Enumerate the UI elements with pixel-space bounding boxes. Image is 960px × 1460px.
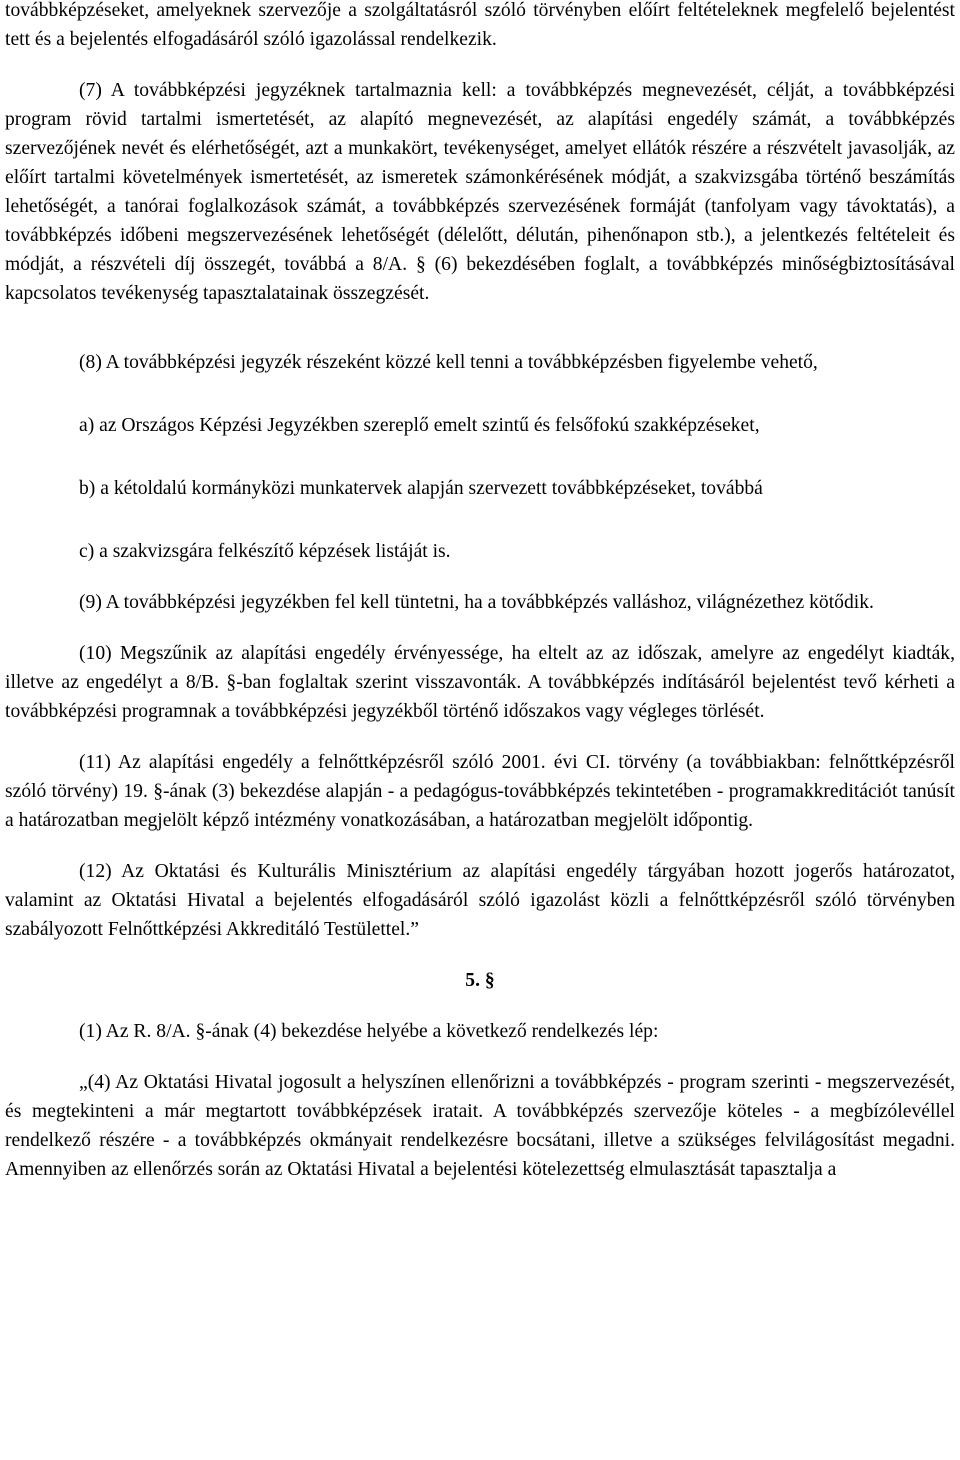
section-heading: 5. § [465, 970, 495, 991]
paragraph-7: (7) A továbbképzési jegyzéknek tartalmaznia kell: a továbbképzés megnevezését, célját, a továbbképzési program rövid tartalmi ismertetését, az alapító megnevezését, az alapítási engedély számát, a továbbképzés szervezőjének nevét és elérhetőségét, azt a munkakört, tevékenységet, amelyet ellátók részére a részvételt javasolják, az előírt tartalmi követelmények ismertetését, az ismeretek számonkérésének módját, a szakvizsgába történő beszámítás lehetőségét, a tanórai foglalkozások számát, a továbbképzés szervezésének formáját (tanfolyam vagy távoktatás), a továbbképzés időbeni megszervezésének lehetőségét (délelőtt, délután, pihenőnapon stb.), a jelentkezés feltételeit és módját, a részvételi díj összegét, továbbá a 8/A. § (6) bekezdésében foglalt, a továbbképzés minőségbiztosításával kapcsolatos tevékenység tapasztalatainak összegzését. [5, 80, 955, 304]
paragraph-11: (11) Az alapítási engedély a felnőttképzésről szóló 2001. évi CI. törvény (a továbbiakban: felnőttképzésről szóló törvény) 19. §-ának (3) bekezdése alapján - a pedagógus-továbbképzés tekintetében - programakkreditációt tanúsít a határozatban megjelölt képző intézmény vonatkozásában, a határozatban megjelölt időpontig. [5, 752, 955, 831]
paragraph-8-item-c: c) a szakvizsgára felkészítő képzések listáját is. [79, 541, 451, 562]
paragraph-12: (12) Az Oktatási és Kulturális Minisztérium az alapítási engedély tárgyában hozott jogerős határozatot, valamint az Oktatási Hivatal a bejelentés elfogadásáról szóló igazolást közli a felnőttképzésről szóló törvényben szabályozott Felnőttképzési Akkreditáló Testülettel.” [5, 861, 955, 940]
paragraph-continuation: továbbképzéseket, amelyeknek szervezője a szolgáltatásról szóló törvényben előírt feltételeknek megfelelő bejelentést tett és a bejelentés elfogadásáról szóló igazolással rendelkezik. [5, 0, 955, 50]
paragraph-8-item-b: b) a kétoldalú kormányközi munkatervek alapján szervezett továbbképzéseket, továbbá [79, 478, 763, 499]
section-5-paragraph-1: (1) Az R. 8/A. §-ának (4) bekezdése helyébe a következő rendelkezés lép: [79, 1021, 659, 1042]
paragraph-9: (9) A továbbképzési jegyzékben fel kell tüntetni, ha a továbbképzés valláshoz, világnézethez kötődik. [79, 592, 874, 613]
paragraph-8: (8) A továbbképzési jegyzék részeként közzé kell tenni a továbbképzésben figyelembe vehető, [79, 352, 818, 373]
document-page [5, 0, 955, 1184]
paragraph-10: (10) Megszűnik az alapítási engedély érvényessége, ha eltelt az az időszak, amelyre az engedélyt kiadták, illetve az engedélyt a 8/B. §-ban foglaltak szerint visszavonták. A továbbképzés indításáról bejelentést tevő kérheti a továbbképzési programnak a továbbképzési jegyzékből történő időszakos vagy végleges törlését. [5, 643, 955, 722]
paragraph-8-item-a: a) az Országos Képzési Jegyzékben szereplő emelt szintű és felsőfokú szakképzéseket, [79, 415, 760, 436]
quoted-provision-paragraph-4: „(4) Az Oktatási Hivatal jogosult a helyszínen ellenőrizni a továbbképzés - program szerinti - megszervezését, és megtekinteni a már megtartott továbbképzések iratait. A továbbképzés szervezője köteles - a megbízólevéllel rendelkező részére - a továbbképzés okmányait rendelkezésre bocsátani, illetve a szükséges felvilágosítást megadni. Amennyiben az ellenőrzés során az Oktatási Hivatal a bejelentési kötelezettség elmulasztását tapasztalja a [5, 1072, 955, 1180]
